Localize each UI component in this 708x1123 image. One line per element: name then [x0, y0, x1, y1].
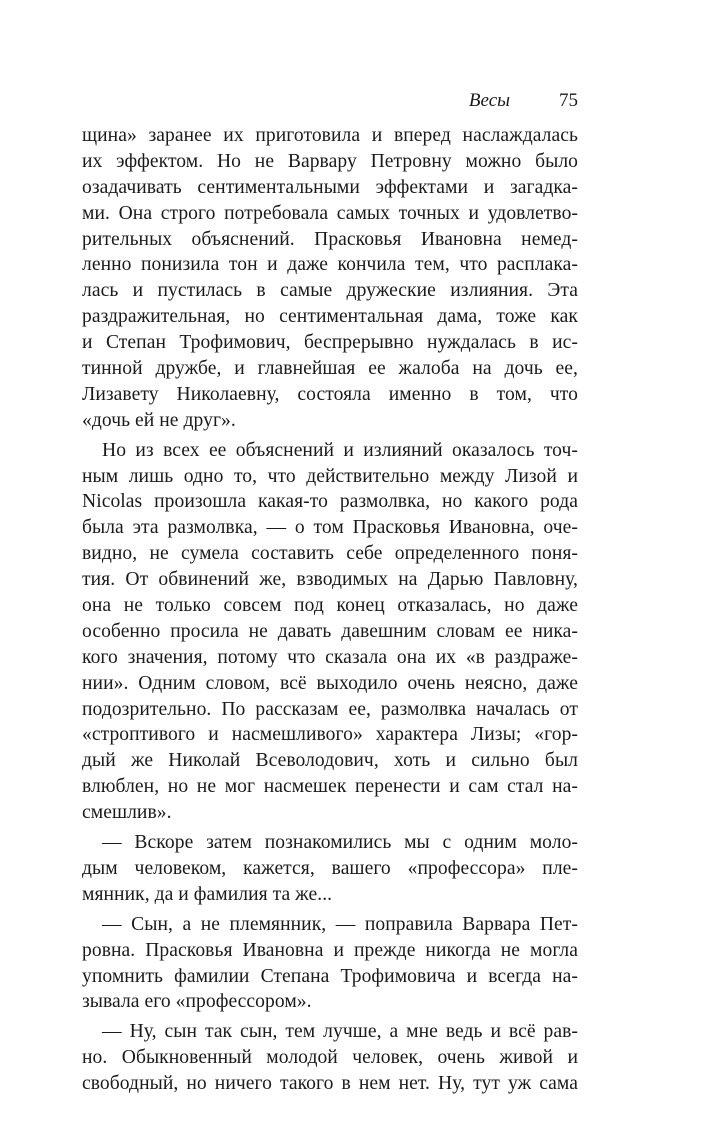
- text-line: Но из всех ее объяснений и излияний оказалось точ-: [102, 439, 578, 461]
- text-line: ми. Она строго потребовала самых точных и удовлетво-: [82, 202, 578, 224]
- text-line: мянник, да и фамилия та же...: [82, 883, 333, 905]
- text-line: упомнить фамилии Степана Трофимовича и всегда на-: [82, 965, 578, 987]
- page-number: 75: [559, 90, 578, 111]
- text-line: озадачивать сентиментальными эффектами и загадка-: [82, 176, 578, 198]
- running-head: [82, 88, 578, 114]
- text-line: рительных объяснений. Прасковья Ивановна немед-: [82, 228, 578, 250]
- text-line: подозрительно. По рассказам ее, размолвка началась от: [82, 698, 578, 720]
- text-line: тинной дружбе, и главнейшая ее жалоба на дочь ее,: [82, 358, 578, 380]
- text-line: тия. От обвинений же, взводимых на Дарью Павловну,: [82, 569, 578, 591]
- text-line: кого значения, потому что сказала она их «в раздраже-: [82, 646, 578, 668]
- text-line: она не только совсем под конец отказалась, но даже: [82, 595, 578, 617]
- text-line: нии». Одним словом, всё выходило очень неясно, даже: [82, 672, 578, 694]
- text-line: их эффектом. Но не Варвару Петровну можно было: [82, 150, 578, 172]
- text-line: дым человеком, кажется, вашего «профессора» пле-: [82, 857, 578, 879]
- text-line: «строптивого и насмешливого» характера Лизы; «гор-: [82, 724, 578, 746]
- text-line: Nicolas произошла какая-то размолвка, но какого рода: [82, 491, 578, 513]
- text-line: дый же Николай Всеволодович, хоть и сильно был: [82, 750, 578, 772]
- text-line: щина» заранее их приготовила и вперед наслаждалась: [82, 125, 578, 146]
- text-line: видно, не сумела составить себе определенного поня-: [82, 543, 578, 565]
- paragraph: [82, 123, 578, 434]
- text-line: лась и пустилась в самые дружеские излияния. Эта: [82, 280, 578, 302]
- text-line: — Ну, сын так сын, тем лучше, а мне ведь и всё рав-: [102, 1021, 578, 1043]
- text-line: ным лишь одно то, что действительно между Лизой и: [82, 465, 578, 487]
- text-line: но. Обыкновенный молодой человек, очень живой и: [82, 1047, 578, 1069]
- paragraph: [82, 830, 578, 908]
- text-line: особенно просила не давать давешним словам ее ника-: [82, 620, 578, 642]
- text-line: и Степан Трофимович, беспрерывно нуждалась в ис-: [82, 332, 578, 354]
- paragraph: [82, 438, 578, 826]
- text-line: — Вскоре затем познакомились мы с одним моло-: [102, 832, 578, 854]
- text-line: раздражительная, но сентиментальная дама, тоже как: [82, 306, 578, 328]
- paragraph: [82, 912, 578, 1016]
- text-line: смешлив».: [82, 802, 172, 824]
- text-line: влюблен, но не мог насмешек перенести и сам стал на-: [82, 776, 578, 798]
- text-line: ровна. Прасковья Ивановна и прежде никогда не могла: [82, 939, 578, 961]
- running-title: Весы: [468, 90, 510, 111]
- text-line: — Сын, а не племянник, — поправила Варвара Пет-: [102, 913, 578, 935]
- text-line: Лизавету Николаевну, состояла именно в том, что: [82, 383, 578, 405]
- text-line: зывала его «профессором».: [82, 991, 312, 1013]
- text-line: ленно понизила тон и даже кончила тем, что расплака-: [82, 254, 578, 276]
- paragraph: [82, 1019, 578, 1097]
- text-line: «дочь ей не друг».: [82, 409, 236, 431]
- body-text: [82, 123, 578, 1097]
- text-line: свободный, но ничего такого в нем нет. Ну, тут уж сама: [82, 1073, 578, 1095]
- text-line: была эта размолвка, — о том Прасковья Ивановна, оче-: [82, 517, 578, 539]
